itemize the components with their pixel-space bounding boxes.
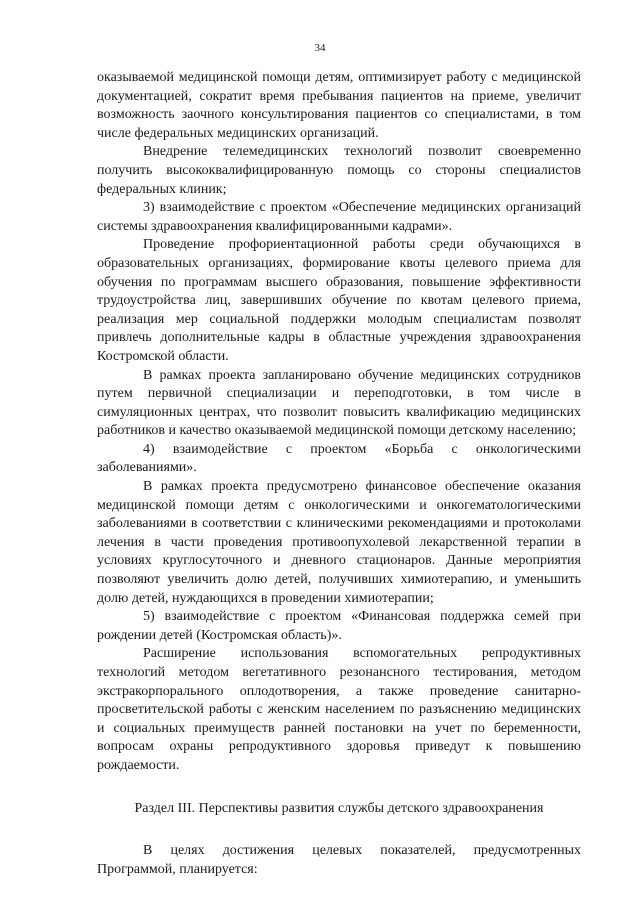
list-item-5: 5) взаимодействие с проектом «Финансовая поддержка семей при рождении детей (Костромская область)». — [97, 609, 581, 643]
paragraph-training: В рамках проекта запланировано обучение медицинских сотрудников путем первичной специализации и переподготовки, в том числе в симуляционных центрах, что позволит повысить квалификацию медицинских работников и качество оказываемой медицинской помощи детскому населению; — [97, 367, 581, 439]
paragraph-continuation: оказываемой медицинской помощи детям, оптимизирует работу с медицинской документацией, сократит время пребывания пациентов на приеме, увеличит возможность заочного консультирования пациентов со специалистами, в том числе федеральных медицинских организаций. — [97, 70, 581, 141]
list-item-3: 3) взаимодействие с проектом «Обеспечение медицинских организаций системы здравоохранения квалифицированными кадрами». — [97, 200, 581, 234]
paragraph-reproductive: Расширение использования вспомогательных репродуктивных технологий методом вегетативного резонансного тестирования, методом экстракорпорального оплодотворения, а также проведение санитарно-просветительской работы с женским населением по разъяснению медицинских и социальных преимуществ ранней постановки на учет по беременности, вопросам охраны репродуктивного здоровья приведут к повышению рождаемости. — [97, 646, 581, 773]
section-heading: Раздел III. Перспективы развития службы детского здравоохранения — [134, 800, 544, 816]
document-body — [97, 69, 581, 879]
paragraph-oncology: В рамках проекта предусмотрено финансовое обеспечение оказания медицинской помощи детям с онкологическими и онкогематологическими заболеваниями в соответствии с клиническими рекомендациями и протоколами лечения в части проведения противоопухолевой лекарственной терапии в условиях круглосуточного и дневного стационаров. Данные мероприятия позволяют увеличить долю детей, получивших химиотерапию, и уменьшить долю детей, нуждающихся в проведении химиотерапии; — [97, 479, 581, 606]
paragraph-career-guidance: Проведение профориентационной работы среди обучающихся в образовательных организациях, формирование квоты целевого приема для обучения по программам высшего образования, повышение эффективности трудоустройства лиц, завершивших обучение по квотам целевого приема, реализация мер социальной поддержки молодым специалистам позволят привлечь дополнительные кадры в областные учреждения здравоохранения Костромской области. — [97, 237, 581, 364]
paragraph-section-intro: В целях достижения целевых показателей, предусмотренных Программой, планируется: — [97, 843, 581, 877]
page-number: 34 — [314, 42, 326, 54]
list-item-4: 4) взаимодействие с проектом «Борьба с онкологическими заболеваниями». — [97, 441, 581, 476]
paragraph-telemedicine: Внедрение телемедицинских технологий позволит своевременно получить высококвалифицированную помощь со стороны специалистов федеральных клиник; — [97, 144, 581, 197]
